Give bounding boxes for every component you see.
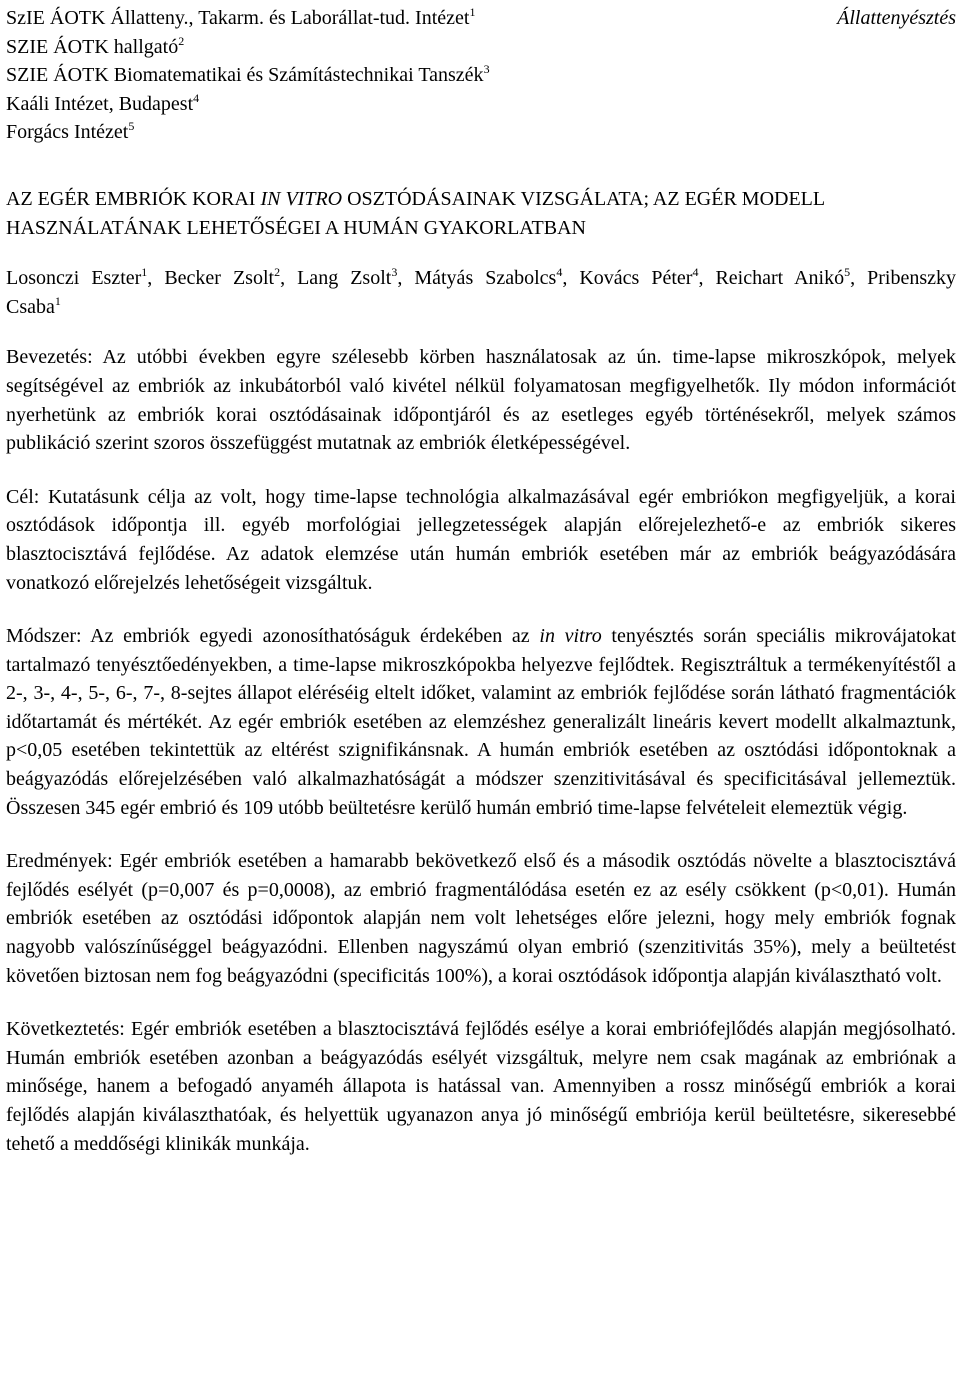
- author-name: Reichart Anikó: [715, 267, 845, 290]
- affiliation-line: SzIE ÁOTK Állatteny., Takarm. és Laborállat-tud. Intézet$^1$: [6, 5, 476, 29]
- author-name: Lang Zsolt: [297, 267, 392, 290]
- conclusion-paragraph: Következtetés: Egér embriók esetében a blasztocisztává fejlődés esélye a korai embriófejlődés alapján megjósolható. Humán embriók esetében azonban a beágyazódás esélyét vizsgáltuk, melyre nem csak magának az embriónak a minősége, hanem a befogadó anyaméh állapota is hatással van. Amennyiben a rossz minőségű embriók a korai fejlődés alapján kiválaszthatóak, és helyettük ugyanazon anya jó minőségű embriója kerül beültetésre, sikeresebbé tehető a meddőségi klinikák munkája.: [6, 1018, 956, 1155]
- introduction-paragraph: Bevezetés: Az utóbbi években egyre szélesebb körben használatosak az ún. time-lapse mikroszkópok, melyek segítségével az embriók az inkubátorból való kivétel nélkül folyamatosan megfigyelhetők. Ily módon információt nyerhetünk az embriók korai osztódásainak időpontjáról és az esetleges egyéb történésekről, melyek számos publikáció szerint szoros összefüggést mutatnak az embriók életképességével.: [6, 346, 956, 455]
- author-name: Kovács Péter: [579, 267, 693, 290]
- results-paragraph: Eredmények: Egér embriók esetében a hamarabb bekövetkező első és a második osztódás növelte a blasztocisztává fejlődés esélyét (p=0,007 és p=0,0008), az embrió fragmentálódása esetén ez az esély csökkent (p<0,01). Humán embriók esetében az osztódási időpontok alapján nem volt lehetséges előre jelezni, hogy mely embriók fognak nagyobb valószínűséggel beágyazódni. Ellenben nagyszámú olyan embrió (szenzitivitás 35%), mely a beültetést követően biztosan nem fog beágyazódni (specificitás 100%), a korai osztódások időpontja alapján kiválasztható volt.: [6, 850, 956, 987]
- method-paragraph: Módszer: Az embriók egyedi azonosíthatóságuk érdekében az in vitro tenyésztés során speciális mikrovájatokat tartalmazó tenyésztőedényekben, a time-lapse mikroszkópokba helyezve fejlődtek. Regisztráltuk a termékenyítéstől a 2-, 3-, 4-, 5-, 6-, 7-, 8-sejtes állapot eléréséig eltelt időket, valamint az embriók fejlődése során látható fragmentációk időtartamát és mértékét. Az egér embriók esetében az elemzéshez generalizált lineáris kevert modellt alkalmaztunk, p<0,05 esetében tekintettük az eltérést szignifikánsnak. A humán embriók esetében az osztódási időpontoknak a beágyazódás előrejelzésében való alkalmazhatóságát a módszer szenzitivitásával és specificitásával jellemeztük. Összesen 345 egér embrió és 109 utóbb beültetésre kerülő humán embrió time-lapse felvételeit elemeztük végig.: [6, 625, 957, 819]
- aim-paragraph: Cél: Kutatásunk célja az volt, hogy time-lapse technológia alkalmazásával egér embriókon megfigyeljük, a korai osztódások időpontja ill. egyéb morfológiai jellegzetességek alapján előrejelezhető-e az embriók sikeres blasztocisztává fejlődése. Az adatok elemzése után humán embriók esetében már az embriók beágyazódására vonatkozó előrejelzés lehetőségeit vizsgáltuk.: [6, 485, 956, 594]
- author-name: Losonczi Eszter: [6, 267, 142, 290]
- author-name: Becker Zsolt: [164, 267, 275, 290]
- affiliation-line: Kaáli Intézet, Budapest$^4$: [6, 90, 200, 115]
- affiliation-line: Forgács Intézet$^5$: [6, 119, 135, 144]
- abstract-body: [6, 343, 956, 1158]
- paper-title: AZ EGÉR EMBRIÓK KORAI IN VITRO OSZTÓDÁSAINAK VIZSGÁLATA; AZ EGÉR MODELL HASZNÁLATÁNAK LEHETŐSÉGEI A HUMÁN GYAKORLATBAN: [6, 187, 825, 239]
- affiliation-line: SZIE ÁOTK hallgató$^2$: [6, 33, 185, 58]
- affiliations-block: [6, 4, 956, 147]
- author-name: Pribenszky Csaba: [6, 267, 957, 318]
- author-list: Losonczi Eszter$^1$, Becker Zsolt$^2$, Lang Zsolt$^3$, Mátyás Szabolcs$^4$, Kovács Péter$^4$, Reichart Anikó$^5$, Pribenszky Csaba$^1$: [6, 265, 957, 318]
- affiliation-line: SZIE ÁOTK Biomatematikai és Számítástechnikai Tanszék$^3$: [6, 62, 490, 87]
- section-label: Állattenyésztés: [837, 7, 956, 29]
- document-page: [6, 4, 956, 1178]
- author-name: Mátyás Szabolcs: [414, 267, 557, 290]
